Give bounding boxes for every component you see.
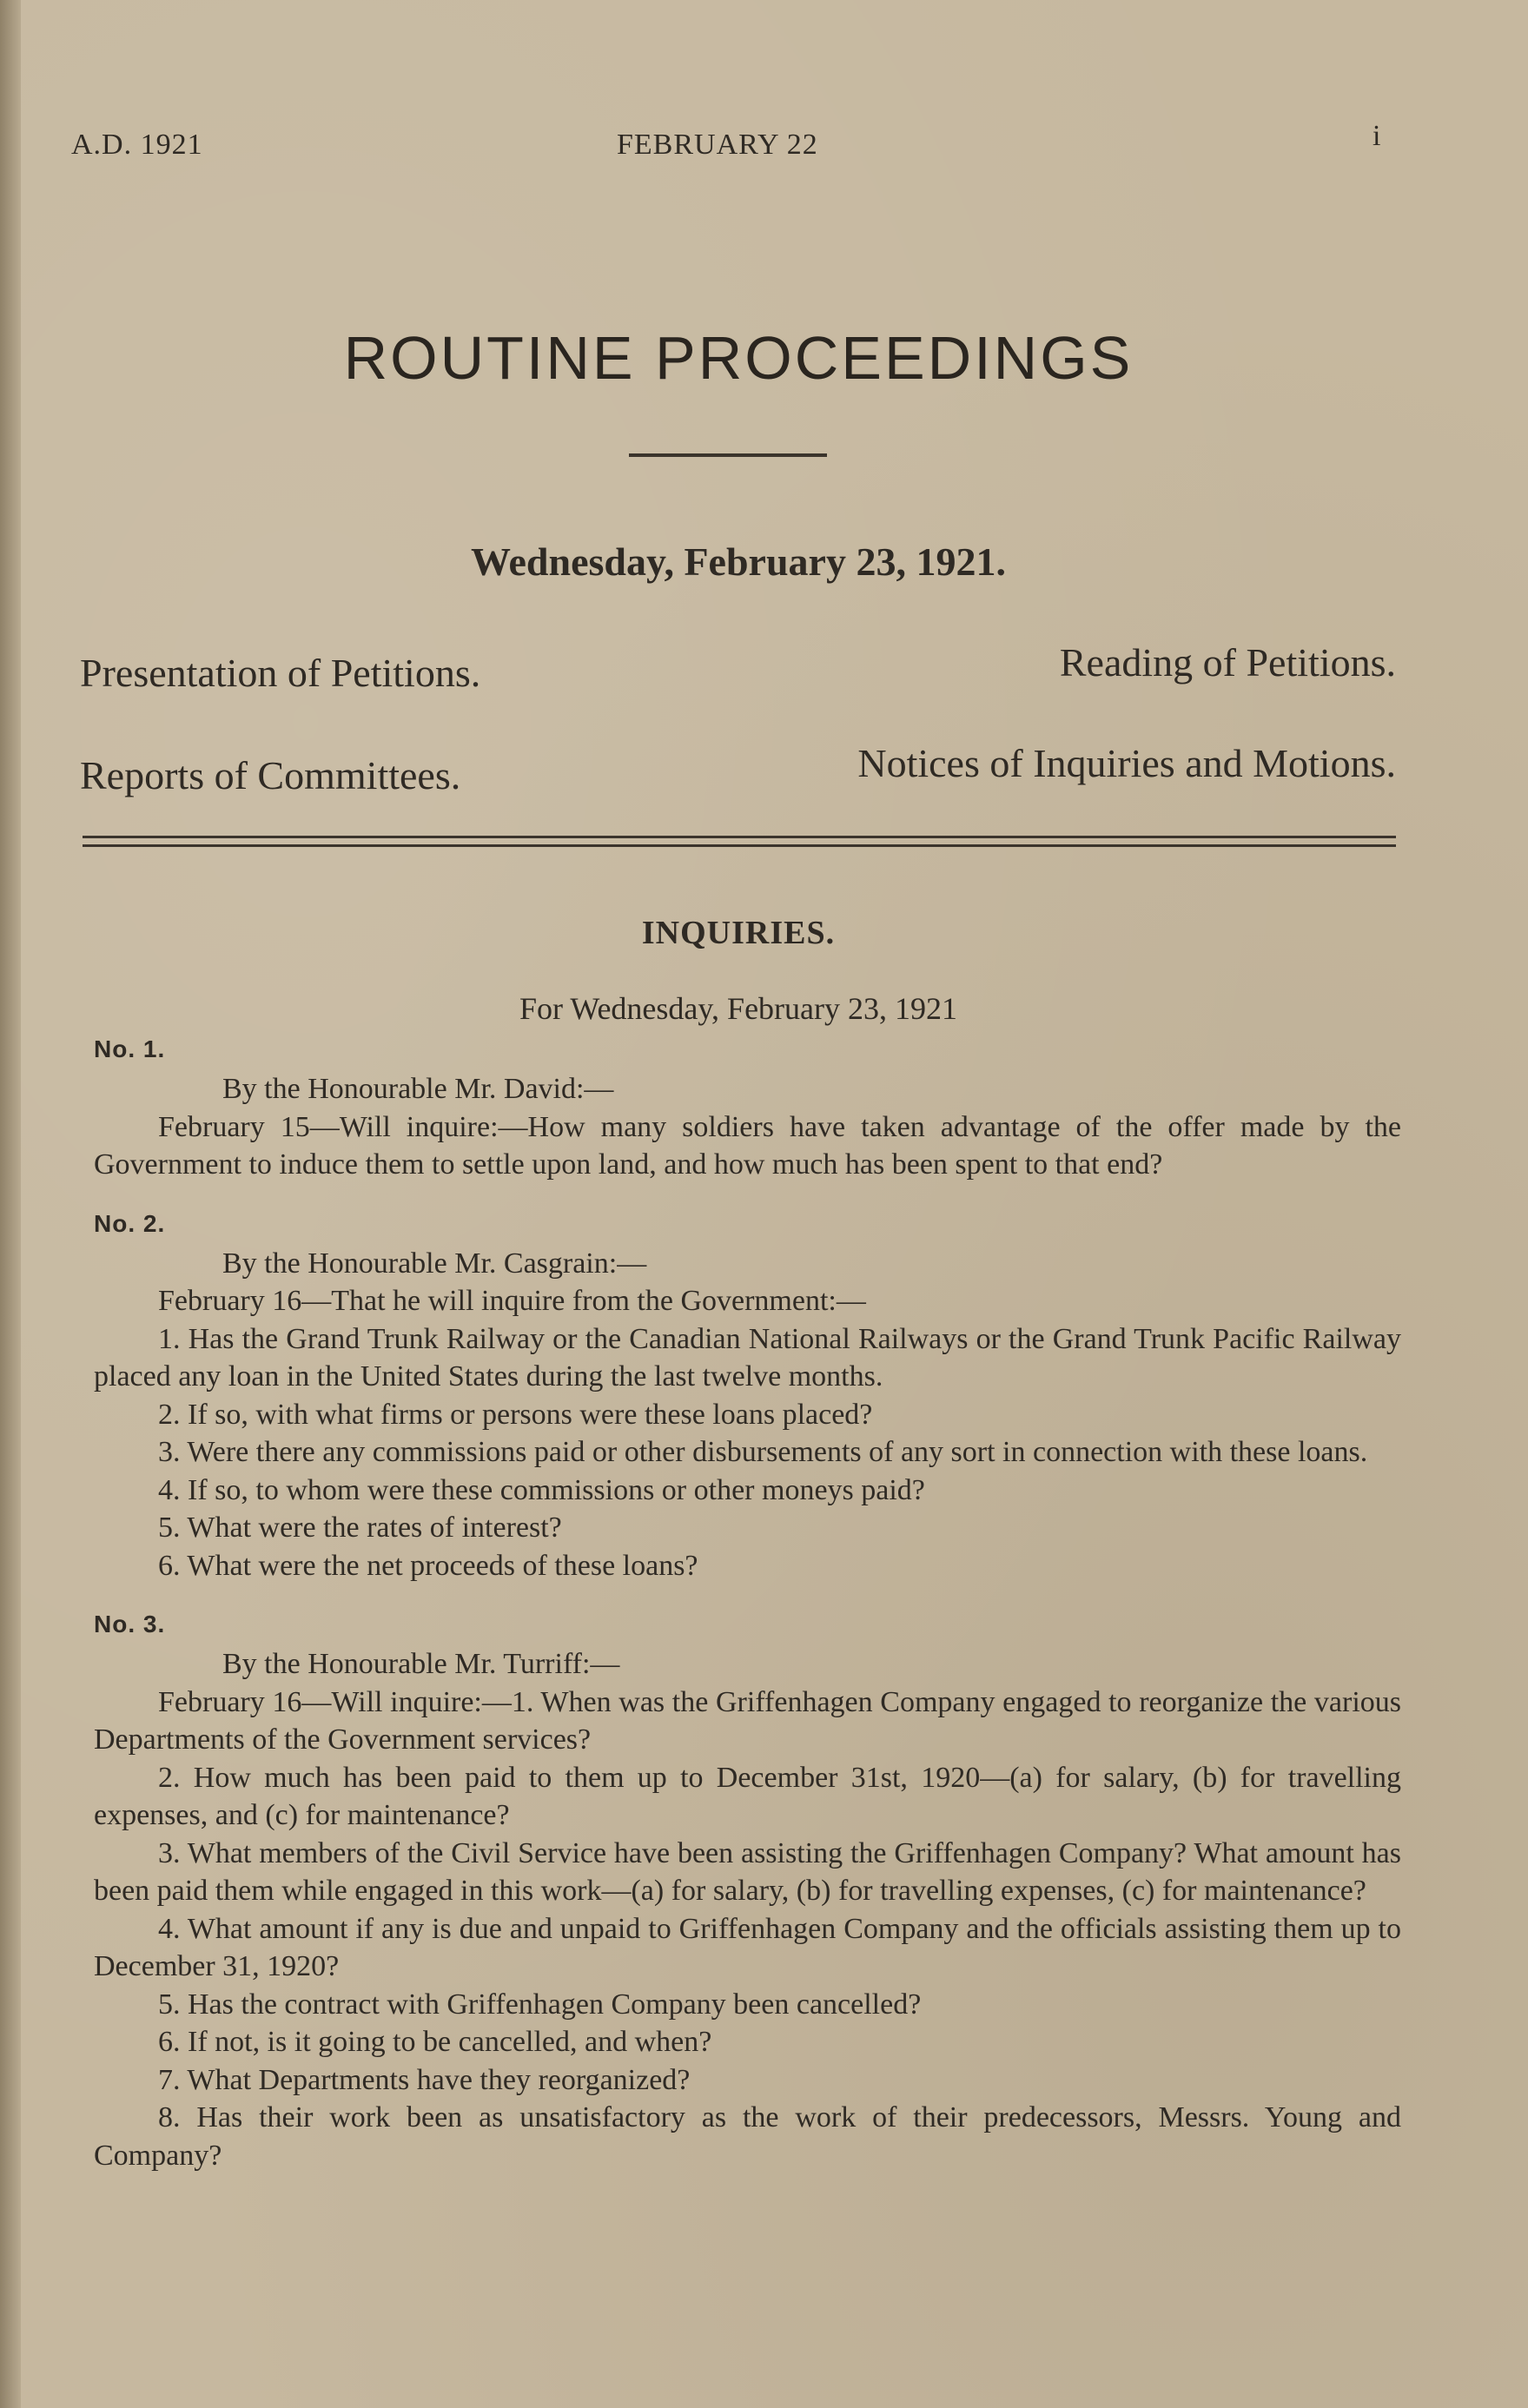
inquiry-paragraph: 6. What were the net proceeds of these loans? bbox=[158, 1549, 698, 1582]
inquiry-paragraph: February 16—That he will inquire from the Government:— bbox=[158, 1285, 866, 1317]
inquiry-paragraph: February 16—Will inquire:—1. When was the Griffenhagen Company engaged to reorganize the various Departments of the Government services? bbox=[94, 1685, 1401, 1756]
inquiry-paragraph: 7. What Departments have they reorganized? bbox=[158, 2063, 691, 2096]
inquiries-list bbox=[94, 1032, 1401, 2197]
page-number: i bbox=[1373, 120, 1382, 152]
inquiry-paragraph: 1. Has the Grand Trunk Railway or the Canadian National Railways or the Grand Trunk Pacific Railway placed any loan in the United States during the last twelve months. bbox=[94, 1322, 1401, 1393]
inquiry-paragraph: 3. Were there any commissions paid or other disbursements of any sort in connection with these loans. bbox=[158, 1436, 1368, 1468]
inquiry-number: No. 3. bbox=[94, 1611, 166, 1637]
section-divider-top bbox=[83, 836, 1396, 838]
inquiry-paragraph: 5. Has the contract with Griffenhagen Company been cancelled? bbox=[158, 1988, 922, 2021]
inquiries-title: INQUIRIES. bbox=[641, 915, 836, 951]
inquiries-subtitle: For Wednesday, February 23, 1921 bbox=[519, 991, 958, 1026]
title-divider bbox=[629, 453, 827, 457]
header-year: A.D. 1921 bbox=[71, 129, 203, 161]
routine-item-notices: Notices of Inquiries and Motions. bbox=[857, 741, 1396, 785]
inquiry-paragraph: 5. What were the rates of interest? bbox=[158, 1512, 562, 1544]
session-date: Wednesday, February 23, 1921. bbox=[471, 539, 1006, 584]
inquiry-paragraph: 4. If so, to whom were these commissions or other moneys paid? bbox=[158, 1473, 925, 1506]
inquiry-paragraph: 6. If not, is it going to be cancelled, and when? bbox=[158, 2026, 712, 2058]
inquiry-entry bbox=[94, 1207, 1401, 1585]
inquiry-paragraph: 2. How much has been paid to them up to December 31st, 1920—(a) for salary, (b) for travelling expenses, and (c) for maintenance? bbox=[94, 1761, 1401, 1831]
inquiry-paragraph: 3. What members of the Civil Service have been assisting the Griffenhagen Company? What amount has been paid them while engaged in this work—(a) for salary, (b) for travelling expenses, (c) for maintenance? bbox=[94, 1836, 1401, 1907]
inquiry-paragraph: 2. If so, with what firms or persons were these loans placed? bbox=[158, 1398, 873, 1431]
inquiry-author: By the Honourable Mr. David:— bbox=[222, 1073, 614, 1105]
inquiry-number: No. 2. bbox=[94, 1209, 166, 1237]
inquiry-entry bbox=[94, 1032, 1401, 1184]
routine-item-reading: Reading of Petitions. bbox=[1059, 640, 1396, 685]
inquiry-paragraph: 8. Has their work been as unsatisfactory as the work of their predecessors, Messrs. Young and Company? bbox=[94, 2101, 1401, 2172]
section-divider-bottom bbox=[83, 844, 1396, 847]
inquiry-number: No. 1. bbox=[94, 1035, 166, 1062]
header-date: FEBRUARY 22 bbox=[617, 129, 818, 161]
inquiry-paragraph: February 15—Will inquire:—How many soldiers have taken advantage of the offer made by the Government to induce them to settle upon land, and how much has been spent to that end? bbox=[94, 1110, 1401, 1181]
page-title: ROUTINE PROCEEDINGS bbox=[343, 324, 1134, 392]
inquiry-entry bbox=[94, 1607, 1401, 2174]
routine-item-presentation: Presentation of Petitions. bbox=[80, 651, 481, 695]
inquiry-author: By the Honourable Mr. Turriff:— bbox=[222, 1648, 620, 1680]
inquiry-author: By the Honourable Mr. Casgrain:— bbox=[222, 1247, 647, 1280]
inquiry-paragraph: 4. What amount if any is due and unpaid to Griffenhagen Company and the officials assisting them up to December 31, 1920? bbox=[94, 1912, 1401, 1982]
routine-item-reports: Reports of Committees. bbox=[80, 753, 461, 797]
